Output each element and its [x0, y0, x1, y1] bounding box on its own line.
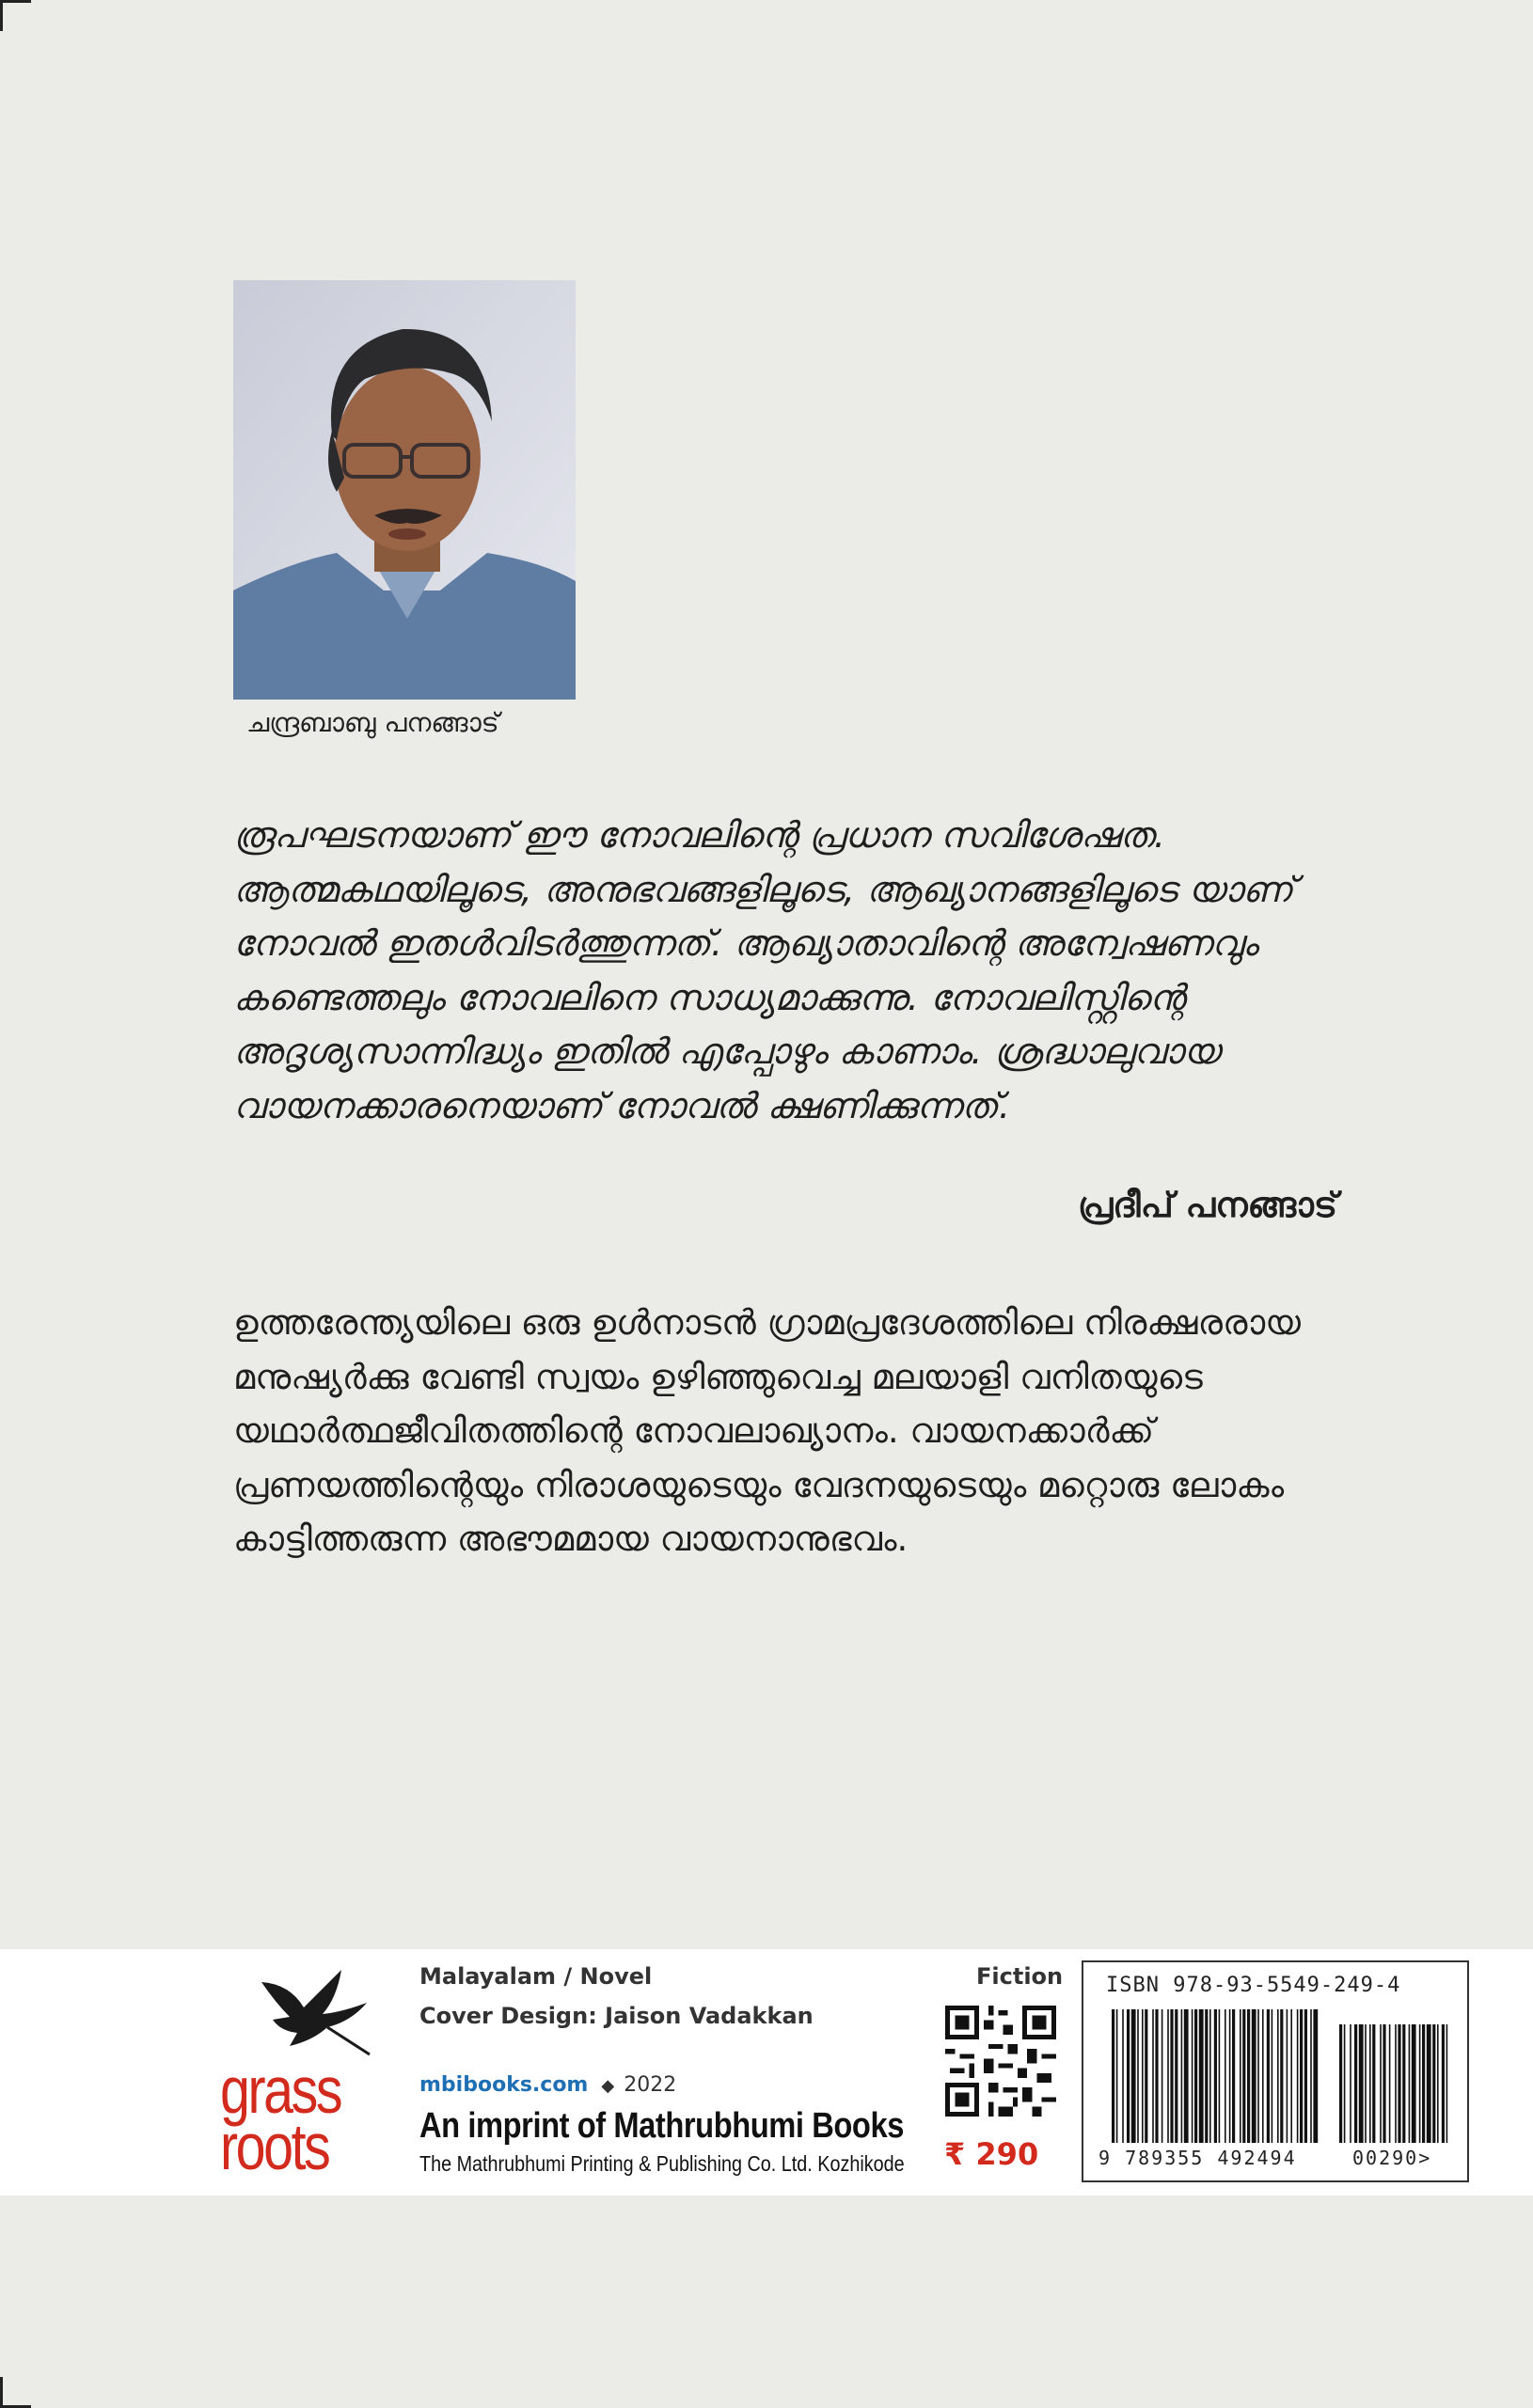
barcode-bar — [1372, 2024, 1375, 2143]
barcode-bar — [1339, 2024, 1342, 2143]
logo-word-roots: roots — [220, 2110, 329, 2183]
barcode-bar — [1152, 2009, 1154, 2143]
barcode-bar — [1422, 2024, 1425, 2143]
barcode-bar — [1112, 2009, 1114, 2143]
barcode-bar — [1170, 2009, 1173, 2143]
barcode-bar — [1300, 2009, 1303, 2143]
publisher-line: The Mathrubhumi Printing & Publishing Co. Ltd. Kozhikode — [419, 2151, 905, 2176]
barcode-bar — [1209, 2009, 1211, 2143]
book-summary: ഉത്തരേന്ത്യയിലെ ഒരു ഉൾനാടൻ ഗ്രാമപ്രദേശത്തിലെ നിരക്ഷരരായ മനുഷ്യർക്കു വേണ്ടി സ്വയം ഉഴിഞ്ഞുവെച്ച മലയാളി വനിതയുടെ യഥാർത്ഥജീവിതത്തിന്റെ നോവലാഖ്യാനം. വായനക്കാർക്ക് പ്രണയത്തിന്റെയും നിരാശയുടെയും വേദനയുടെയും മറ്റൊരു ലോകം കാട്ടിത്തരുന്ന അഭൗമമായ വായനാനുഭവം. — [233, 1302, 1301, 1560]
barcode-bar — [1304, 2009, 1307, 2143]
barcode-bar — [1419, 2024, 1421, 2143]
barcode-bar — [1214, 2009, 1217, 2143]
barcode-bar — [1194, 2009, 1197, 2143]
barcode-bar — [1427, 2024, 1431, 2143]
barcode-bar — [1199, 2009, 1204, 2143]
barcode-bar — [1354, 2024, 1357, 2143]
barcode-bar — [1442, 2024, 1445, 2143]
barcode-bar — [1267, 2009, 1270, 2143]
barcode-bar — [1142, 2009, 1144, 2143]
barcode-bar — [1310, 2009, 1312, 2143]
barcode-bar — [1257, 2009, 1259, 2143]
barcode-bar — [1398, 2024, 1400, 2143]
barcode-bar — [1184, 2009, 1189, 2143]
barcode-bar — [1232, 2009, 1235, 2143]
barcode-bar — [1412, 2024, 1416, 2143]
photo-caption: ചന്ദ്രബാബു പനങ്ങാട് — [246, 707, 499, 738]
cover-design-credit: Cover Design: Jaison Vadakkan — [419, 2003, 814, 2029]
barcode-bar — [1229, 2009, 1231, 2143]
barcode-bar — [1131, 2009, 1136, 2143]
barcode-digits: 9 789355 492494 — [1098, 2147, 1297, 2169]
logo-word-grass: grass — [220, 2054, 341, 2127]
crop-mark-top-left — [0, 0, 31, 31]
barcode-bar — [1219, 2009, 1221, 2143]
barcode-bar — [1344, 2024, 1346, 2143]
addon-digits: 00290> — [1352, 2147, 1432, 2169]
barcode-bar — [1369, 2024, 1371, 2143]
barcode-bar — [1280, 2009, 1283, 2143]
barcode-bar — [1167, 2009, 1169, 2143]
barcode-bar — [1162, 2009, 1163, 2143]
barcode-bar — [1277, 2009, 1279, 2143]
blurb-author: പ്രദീപ് പനങ്ങാട് — [1078, 1185, 1337, 1225]
barcode-bar — [1446, 2024, 1448, 2143]
website-link[interactable]: mbibooks.com — [419, 2073, 589, 2097]
barcode-bar — [1437, 2024, 1439, 2143]
publisher-logo — [214, 1965, 412, 2186]
barcode-bar — [1272, 2009, 1273, 2143]
barcode-bar — [1122, 2009, 1124, 2143]
price-label: ₹ 290 — [944, 2136, 1039, 2172]
barcode-bar — [1181, 2009, 1183, 2143]
barcode-bar — [1432, 2024, 1435, 2143]
barcode-bar — [1155, 2009, 1158, 2143]
barcode-bar — [1313, 2009, 1318, 2143]
barcode-bar — [1290, 2009, 1292, 2143]
hummingbird-icon — [252, 1965, 374, 2059]
barcode-bar — [1252, 2009, 1256, 2143]
category-label: Fiction — [976, 1963, 1064, 1990]
author-photo — [233, 280, 576, 700]
barcode-bar — [1409, 2024, 1411, 2143]
website-row — [419, 2073, 676, 2097]
barcode-bar — [1402, 2024, 1405, 2143]
genre-label: Malayalam / Novel — [419, 1963, 653, 1990]
publication-year: 2022 — [624, 2073, 677, 2097]
barcode-bar — [1127, 2009, 1130, 2143]
barcode-bar — [1192, 2009, 1193, 2143]
isbn-barcode — [1082, 1960, 1469, 2182]
qr-code[interactable] — [940, 2001, 1061, 2121]
barcode-bar — [1262, 2009, 1264, 2143]
diamond-icon: ◆ — [601, 2076, 615, 2096]
barcode-bar — [1205, 2009, 1208, 2143]
barcode-bar — [1242, 2009, 1245, 2143]
barcode-bar — [1389, 2024, 1391, 2143]
barcode-bar — [1225, 2009, 1226, 2143]
barcode-bar — [1137, 2009, 1139, 2143]
isbn-label: ISBN 978-93-5549-249-4 — [1106, 1974, 1401, 1997]
barcode-bar — [1145, 2009, 1147, 2143]
barcode-bar — [1350, 2024, 1351, 2143]
barcode-bar — [1175, 2009, 1177, 2143]
barcode-bar — [1297, 2009, 1299, 2143]
barcode-bar — [1380, 2024, 1382, 2143]
barcode-bar — [1395, 2024, 1397, 2143]
barcode-bar — [1287, 2009, 1288, 2143]
blurb-text: രൂപഘടനയാണ് ഈ നോവലിന്റെ പ്രധാന സവിശേഷത. ആത്മകഥയിലൂടെ, അനുഭവങ്ങളിലൂടെ, ആഖ്യാനങ്ങളിലൂടെ യാണ് നോവൽ ഇതൾവിടർത്തുന്നത്. ആഖ്യാതാവിന്റെ അന്വേഷണവും കണ്ടെത്തലും നോവലിനെ സാധ്യമാക്കുന്നു. നോവലിസ്റ്റിന്റെ അദൃശ്യസാന്നിദ്ധ്യം ഇതിൽ എപ്പോഴും കാണാം. ശ്രദ്ധാലുവായ വായനക്കാരനെയാണ് നോവൽ ക്ഷണിക്കുന്നത്. — [233, 814, 1294, 1126]
crop-mark-bottom-left — [0, 2377, 31, 2408]
barcode-bar — [1240, 2009, 1241, 2143]
barcode-bar — [1359, 2024, 1364, 2143]
barcode-bar — [1116, 2009, 1118, 2143]
imprint-line: An imprint of Mathrubhumi Books — [419, 2106, 904, 2146]
barcode-bar — [1383, 2024, 1385, 2143]
barcode-bar — [1365, 2024, 1367, 2143]
barcode-bar — [1247, 2009, 1250, 2143]
